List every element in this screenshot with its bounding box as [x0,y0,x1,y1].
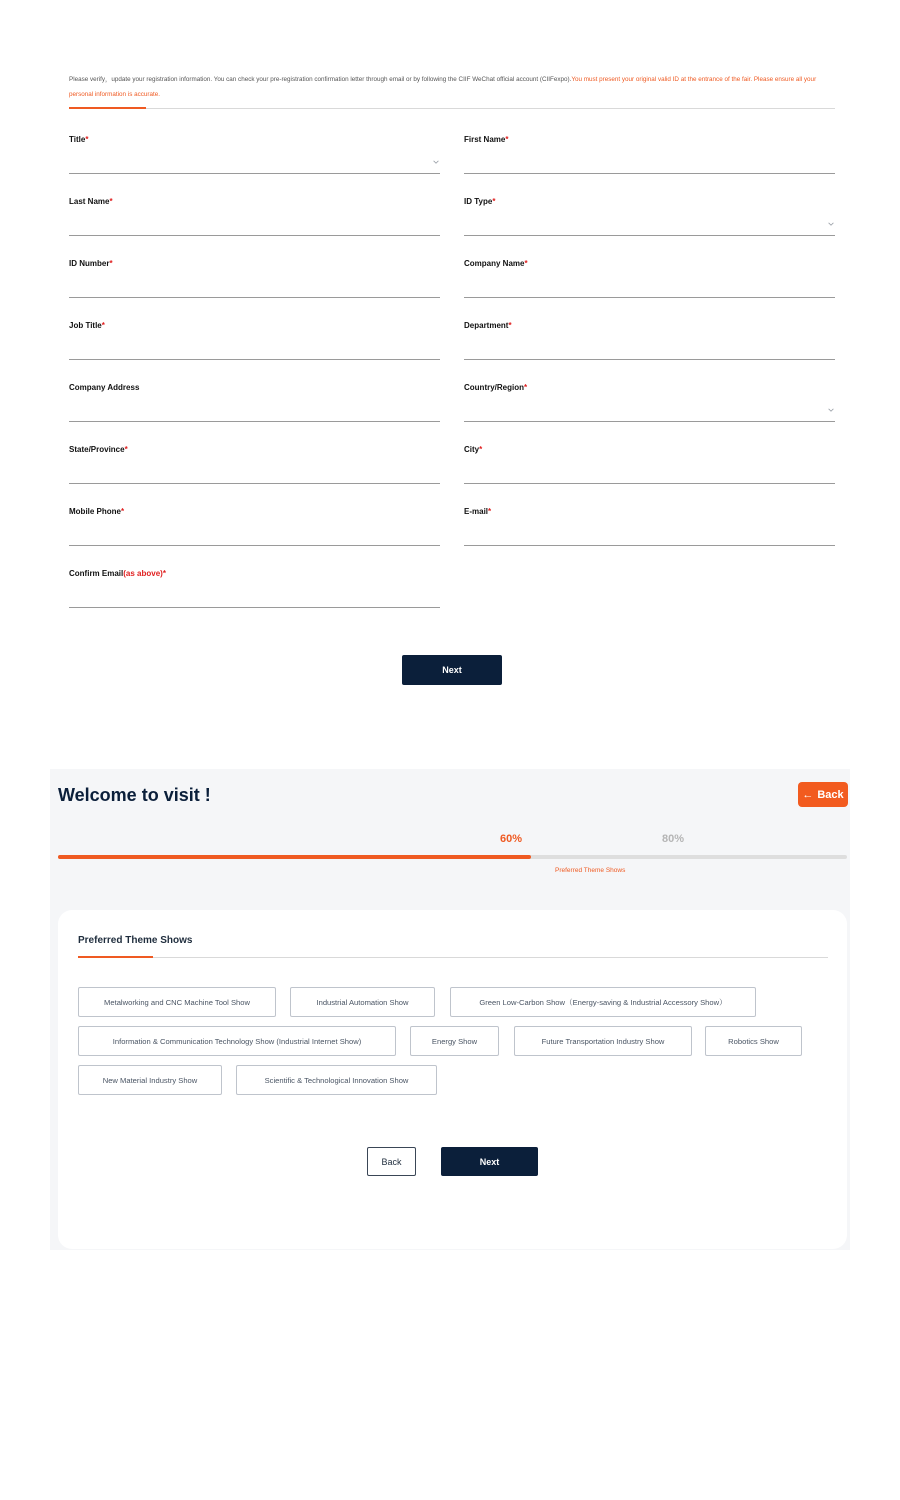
theme-show-option[interactable]: Future Transportation Industry Show [514,1026,692,1056]
required-mark: * [524,259,528,268]
id-type-select[interactable] [464,197,835,237]
progress-step-caption: Preferred Theme Shows [555,867,626,874]
notice-divider [69,108,835,109]
notice-warning: You must present your original valid ID at the entrance of the fair. Please ensure all your personal information is accurate. [69,76,817,98]
back-button[interactable]: Back [367,1147,416,1176]
email-label: E-mail [464,507,489,516]
title-label: Title [69,135,86,144]
email-field[interactable] [464,507,835,547]
mobile-phone-label: Mobile Phone [69,507,121,516]
required-mark: * [109,259,113,268]
card-title: Preferred Theme Shows [78,935,193,946]
progress-bar [58,855,847,859]
theme-show-option[interactable]: Information & Communication Technology Show (Industrial Internet Show) [78,1026,396,1056]
country-region-select[interactable] [464,383,835,423]
theme-show-option[interactable]: Metalworking and CNC Machine Tool Show [78,987,276,1017]
theme-show-option[interactable]: Scientific & Technological Innovation Show [236,1065,437,1095]
company-name-field[interactable] [464,259,835,299]
page-title: Welcome to visit ! [58,785,211,805]
department-label: Department [464,321,509,330]
progress-current-percent: 60% [500,833,523,845]
card-divider [78,957,828,958]
job-title-field[interactable] [69,321,440,361]
first-name-field[interactable] [464,135,835,175]
required-mark: * [492,197,496,206]
state-province-field[interactable] [69,445,440,485]
theme-show-option[interactable]: Robotics Show [705,1026,802,1056]
id-number-label: ID Number [69,259,110,268]
confirm-email-label: Confirm Email [69,569,124,578]
required-mark: * [85,135,89,144]
confirm-email-hint: (as above) [123,569,163,578]
chevron-down-icon [827,220,835,228]
last-name-label: Last Name [69,197,110,206]
country-region-label: Country/Region [464,383,524,392]
chevron-down-icon [827,406,835,414]
city-field[interactable] [464,445,835,485]
theme-shows-panel [50,769,850,1250]
required-mark: * [524,383,528,392]
registration-form [50,48,850,708]
required-mark: * [479,445,483,454]
progress-fill [58,855,531,859]
arrow-left-icon: ← [802,788,814,801]
company-address-field[interactable] [69,383,440,423]
id-type-label: ID Type [464,197,493,206]
chevron-down-icon [432,158,440,166]
mobile-phone-field[interactable] [69,507,440,547]
department-field[interactable] [464,321,835,361]
required-mark: * [488,507,492,516]
first-name-label: First Name [464,135,506,144]
back-button[interactable] [798,782,848,807]
theme-show-option[interactable]: Energy Show [410,1026,499,1056]
back-button-label: Back [817,788,844,801]
required-mark: * [101,321,105,330]
job-title-label: Job Title [69,321,102,330]
company-address-label: Company Address [69,383,140,392]
title-select[interactable] [69,135,440,175]
required-mark: * [121,507,125,516]
last-name-field[interactable] [69,197,440,237]
notice-divider-accent [69,107,146,109]
next-button[interactable]: Next [441,1147,538,1176]
theme-show-option[interactable]: Industrial Automation Show [290,987,435,1017]
required-mark: * [109,197,113,206]
preferences-card [58,910,847,1249]
theme-show-option[interactable]: Green Low-Carbon Show（Energy-saving & Industrial Accessory Show） [450,987,756,1017]
card-divider-accent [78,956,153,958]
confirm-email-field[interactable] [69,569,440,609]
notice-text: Please verify，update your registration information. You can check your pre-registration confirmation letter through email or by following the CIIF WeChat official account (CIIFexpo). [69,76,572,83]
progress-next-percent: 80% [662,833,685,845]
id-number-field[interactable] [69,259,440,299]
theme-show-option[interactable]: New Material Industry Show [78,1065,222,1095]
city-label: City [464,445,480,454]
required-mark: * [124,445,128,454]
state-province-label: State/Province [69,445,125,454]
required-mark: * [162,569,166,578]
company-name-label: Company Name [464,259,525,268]
required-mark: * [505,135,509,144]
next-button[interactable]: Next [402,655,502,685]
required-mark: * [508,321,512,330]
registration-notice [69,72,834,102]
